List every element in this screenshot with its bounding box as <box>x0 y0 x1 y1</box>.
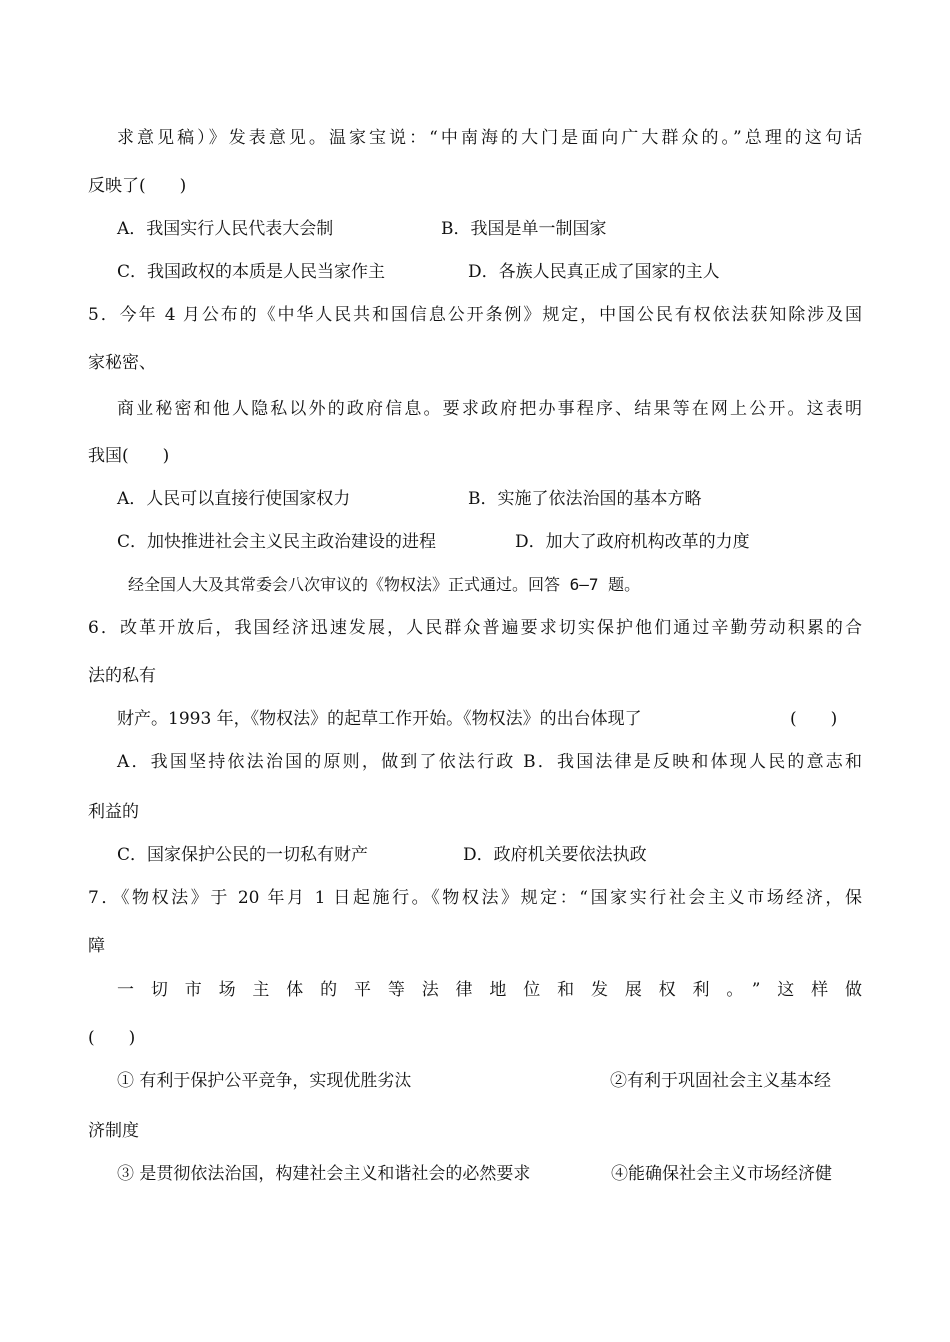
text-line: 财产。1993 年，《物权法》的起草工作开始。《物权法》的出台体现了 <box>117 709 642 729</box>
answer-blank: ( ) <box>790 709 838 729</box>
text-line: 反映了( ) <box>88 176 187 196</box>
text-line: 求意见稿）》发表意见。温家宝说：“中南海的大门是面向广大群众的。”总理的这句话 <box>117 128 862 148</box>
text-line: 利益的 <box>88 802 139 822</box>
question-6: 6．改革开放后，我国经济迅速发展，人民群众普遍要求切实保护他们通过辛勤劳动积累的合 <box>88 618 862 638</box>
text-line: 障 <box>88 936 105 956</box>
option-a-b: A．我国坚持依法治国的原则，做到了依法行政 B．我国法律是反映和体现人民的意志和 <box>117 752 862 772</box>
question-5: 5．今年 4 月公布的《中华人民共和国信息公开条例》规定，中国公民有权依法获知除涉及国 <box>88 305 862 325</box>
statement-1: ① 有利于保护公平竞争，实现优胜劣汰 <box>117 1071 412 1091</box>
text-line: 法的私有 <box>88 666 156 686</box>
option-a: A．人民可以直接行使国家权力 <box>117 489 351 509</box>
text-line: 我国( ) <box>88 446 170 466</box>
section-intro: 经全国人大及其常委会八次审议的《物权法》正式通过。回答 6—7 题。 <box>128 575 641 594</box>
answer-blank: ( ) <box>88 1028 136 1048</box>
option-c: C．国家保护公民的一切私有财产 <box>117 845 369 865</box>
statement-2: ②有利于巩固社会主义基本经 <box>610 1071 831 1091</box>
text-line: 一切市场主体的平等法律地位和发展权利。”这样做 <box>117 980 862 1000</box>
option-c: C．加快推进社会主义民主政治建设的进程 <box>117 532 437 552</box>
option-d: D．各族人民真正成了国家的主人 <box>468 262 720 282</box>
option-c: C．我国政权的本质是人民当家作主 <box>117 262 386 282</box>
option-d: D．加大了政府机构改革的力度 <box>515 532 750 552</box>
text-line: 家秘密、 <box>88 353 156 373</box>
option-a: A．我国实行人民代表大会制 <box>117 219 334 239</box>
option-b: B．实施了依法治国的基本方略 <box>468 489 702 509</box>
statement-4: ④能确保社会主义市场经济健 <box>611 1164 832 1184</box>
option-d: D．政府机关要依法执政 <box>463 845 647 865</box>
text-line: 商业秘密和他人隐私以外的政府信息。要求政府把办事程序、结果等在网上公开。这表明 <box>117 399 862 419</box>
statement-3: ③ 是贯彻依法治国，构建社会主义和谐社会的必然要求 <box>117 1164 531 1184</box>
option-b: B．我国是单一制国家 <box>441 219 607 239</box>
text-line: 济制度 <box>88 1121 139 1141</box>
question-7: 7．《物权法》于 20 年月 1 日起施行。《物权法》规定：“国家实行社会主义市场经济，保 <box>88 888 862 908</box>
